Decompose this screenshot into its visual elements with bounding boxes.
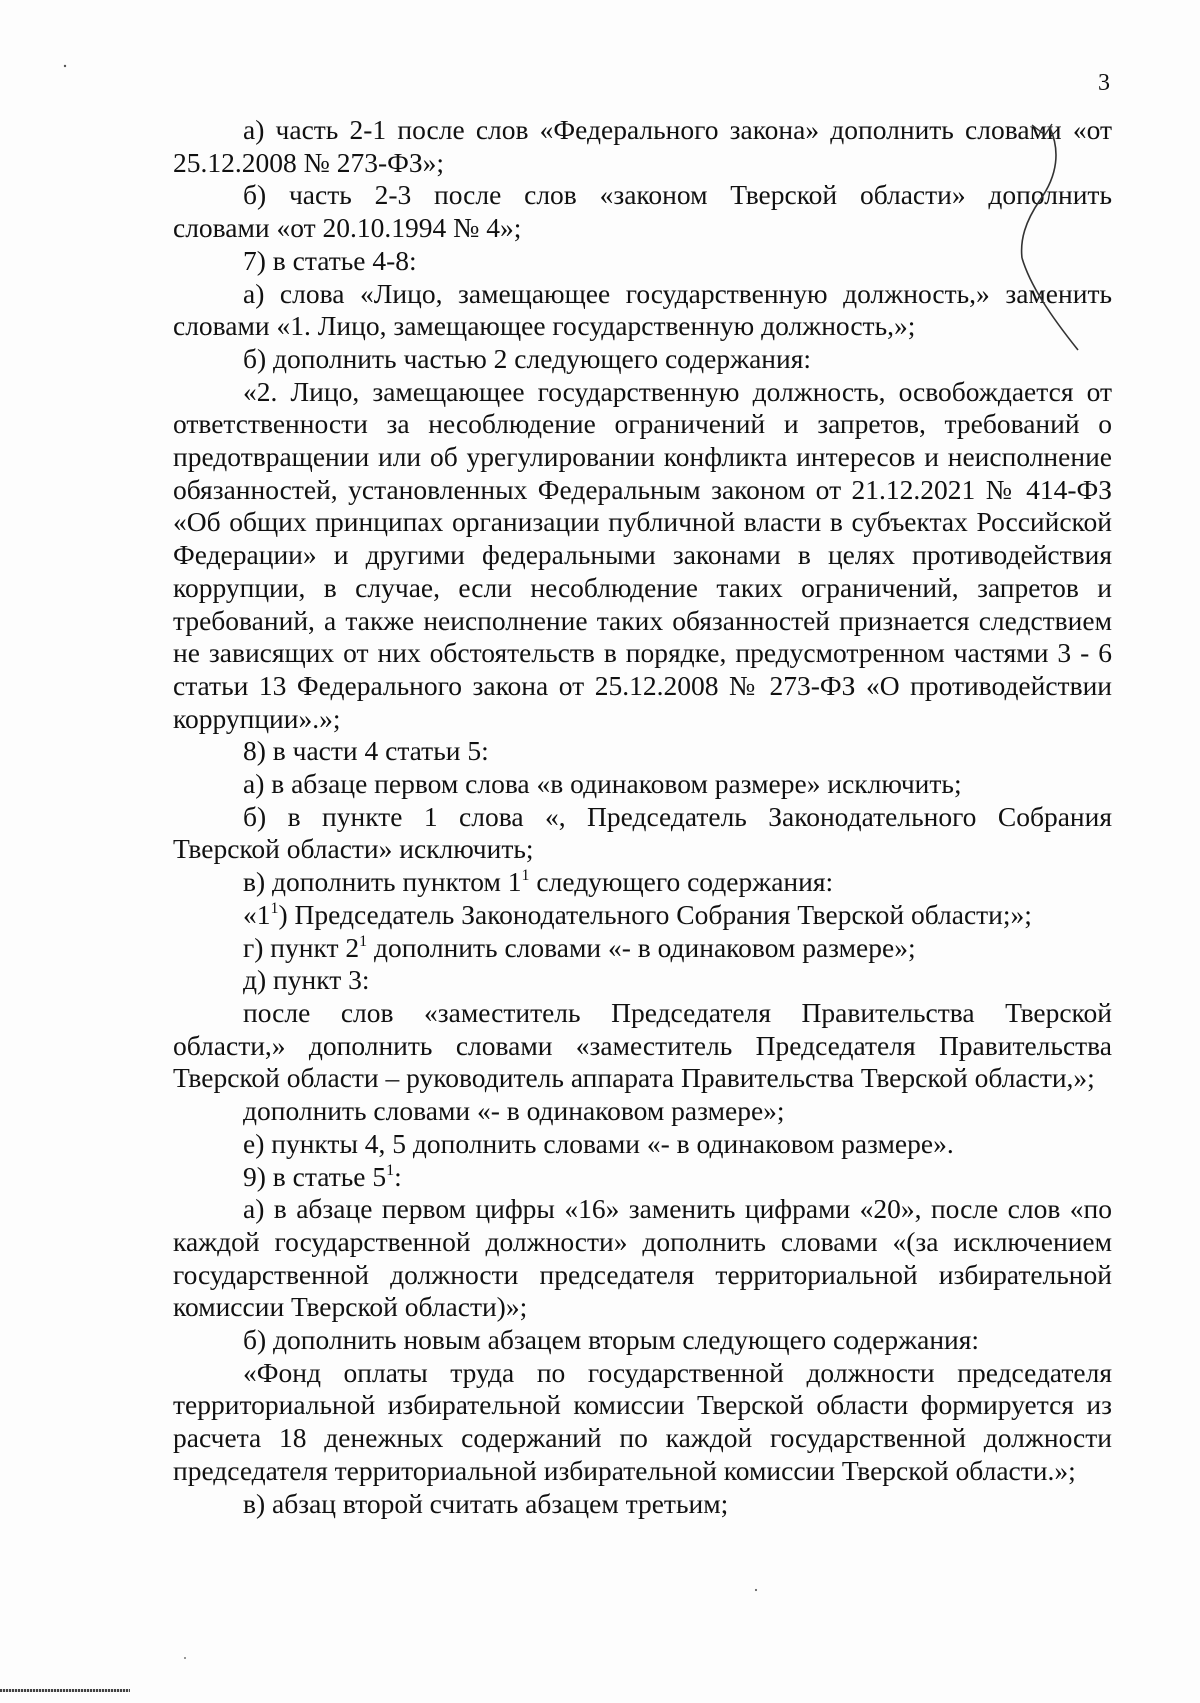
paragraph-text: «Фонд оплаты труда по государственной должности председателя территориальной избирательной комиссии Тверской области формируется из расчета 18 денежных содержаний по каждой государственной должности председателя территориальной избирательной комиссии Тверской области.»;: [173, 1356, 1112, 1486]
superscript: 1: [270, 899, 279, 917]
paragraph-8v: [173, 866, 1112, 899]
paragraph-8b-line2: [173, 833, 1112, 866]
superscript: 1: [359, 932, 368, 950]
paragraph-text: б) в пункте 1 слова «, Председатель Законодательного Собрания: [243, 800, 1112, 832]
paragraph-text: а) часть 2-1 после слов «Федерального закона» дополнить словами «от: [243, 114, 1112, 145]
paragraph-text: б) часть 2-3 после слов «законом Тверской области» дополнить: [243, 179, 1112, 211]
paragraph-7b: [173, 343, 1112, 376]
paragraph-text: д) пункт 3:: [243, 964, 370, 996]
scan-speck: [64, 65, 66, 67]
paragraph-item-8: [173, 735, 1112, 768]
paragraph-text: словами «от 20.10.1994 № 4»;: [173, 212, 522, 244]
paragraph-8d-supplement: [173, 1095, 1112, 1128]
paragraph-text: б) дополнить новым абзацем вторым следующего содержания:: [243, 1324, 980, 1356]
paragraph-item-7: [173, 245, 1112, 278]
paragraph-text: в) абзац второй считать абзацем третьим;: [243, 1487, 729, 1519]
paragraph-6a-line2: [173, 147, 1112, 180]
paragraph-7a-line1: [173, 278, 1112, 311]
paragraph-item-9: [173, 1161, 1112, 1194]
paragraph-text: Тверской области» исключить;: [173, 833, 534, 865]
paragraph-text: 7) в статье 4-8:: [243, 244, 417, 276]
paragraph-quoted-part-2: [173, 376, 1112, 736]
paragraph-quoted-point-1-1: [173, 899, 1112, 932]
paragraph-7a-line2: [173, 310, 1112, 343]
page-number: 3: [1098, 70, 1110, 96]
paragraph-9a: [173, 1193, 1112, 1324]
paragraph-text: дополнить словами «- в одинаковом размере»;: [367, 931, 916, 963]
paragraph-text: а) в абзаце первом слова «в одинаковом размере» исключить;: [243, 768, 962, 800]
paragraph-8g: [173, 932, 1112, 965]
paragraph-text: после слов «заместитель Председателя Правительства Тверской области,» дополнить словами «заместитель Председателя Правительства Тверской области – руководитель аппарата Правительства Тверской области,»;: [173, 996, 1112, 1094]
scan-speck: [755, 1589, 757, 1591]
paragraph-text: дополнить словами «- в одинаковом размере»;: [243, 1095, 785, 1127]
paragraph-9b: [173, 1324, 1112, 1357]
paragraph-text: «1: [243, 898, 271, 930]
paragraph-text: е) пункты 4, 5 дополнить словами «- в одинаковом размере».: [243, 1127, 954, 1159]
paragraph-8d-after-words: [173, 997, 1112, 1095]
paragraph-6b-line2: [173, 212, 1112, 245]
paragraph-quoted-wage-fund: [173, 1357, 1112, 1488]
paragraph-text: следующего содержания:: [529, 866, 834, 898]
paragraph-text: г) пункт 2: [243, 931, 360, 963]
paragraph-text: «2. Лицо, замещающее государственную должность, освобождается от ответственности за несоблюдение ограничений и запретов, требований о предотвращении или об урегулировании конфликта интересов и неисполнение обязанностей, установленных Федеральным законом от 21.12.2021 № 414-ФЗ «Об общих принципах организации публичной власти в субъектах Российской Федерации» и другими федеральными законами в целях противодействия коррупции, в случае, если несоблюдение таких ограничений, запретов и требований, а также неисполнение таких обязанностей признается следствием не зависящих от них обстоятельств в порядке, предусмотренном частями 3 - 6 статьи 13 Федерального закона от 25.12.2008 № 273-ФЗ «О противодействии коррупции».»;: [173, 375, 1112, 734]
paragraph-8d: [173, 964, 1112, 997]
paragraph-6b-line1: [173, 179, 1112, 212]
superscript: 1: [521, 867, 530, 885]
paragraph-8b-line1: [173, 801, 1112, 834]
paragraph-text: 9) в статье 5: [243, 1160, 387, 1192]
paragraph-8a: [173, 768, 1112, 801]
paragraph-text: словами «1. Лицо, замещающее государственную должность,»;: [173, 310, 916, 342]
paragraph-text: ) Председатель Законодательного Собрания Тверской области;»;: [278, 898, 1032, 930]
paragraph-text: 25.12.2008 № 273-ФЗ»;: [173, 146, 445, 178]
paragraph-9v: [173, 1488, 1112, 1521]
paragraph-text: в) дополнить пунктом 1: [243, 866, 522, 898]
document-body: [173, 114, 1112, 1520]
paragraph-text: а) слова «Лицо, замещающее государственную должность,» заменить: [243, 277, 1112, 309]
superscript: 1: [386, 1161, 395, 1179]
paragraph-8e: [173, 1128, 1112, 1161]
paragraph-6a-line1: [173, 114, 1112, 147]
paragraph-text: 8) в части 4 статьи 5:: [243, 735, 489, 767]
scan-speck: [184, 1657, 186, 1659]
paragraph-text: б) дополнить частью 2 следующего содержания:: [243, 342, 812, 374]
paragraph-text: а) в абзаце первом цифры «16» заменить цифрами «20», после слов «по каждой государственной должности» дополнить словами «(за исключением государственной должности председателя территориальной избирательной комиссии Тверской области)»;: [173, 1193, 1112, 1323]
paragraph-text: :: [394, 1160, 402, 1192]
scan-edge-rule: [0, 1689, 130, 1692]
